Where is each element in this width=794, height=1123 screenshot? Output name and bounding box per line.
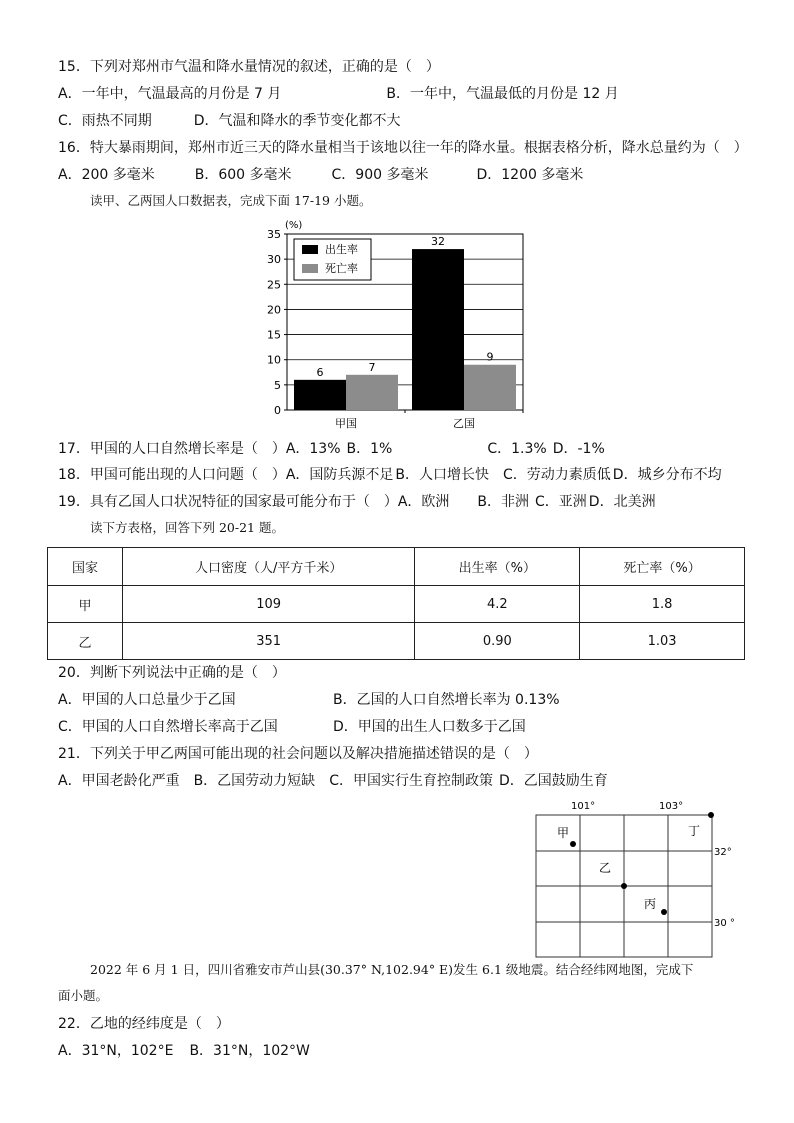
q21-option-c: C．甲国实行生育控制政策 (329, 773, 493, 789)
q19-option-d: D．北美洲 (588, 494, 656, 510)
legend-label-birth: 出生率 (325, 243, 358, 256)
point-yi-label: 乙 (599, 861, 612, 875)
point-bing-dot (661, 909, 667, 915)
q19-option-c: C．亚洲 (535, 494, 587, 510)
q17-option-c: C．1.3% (487, 441, 547, 457)
q20-stem: 20．判断下列说法中正确的是（ ） (58, 665, 286, 681)
chart-unit-label: (%) (285, 220, 303, 231)
population-bar-chart (255, 216, 535, 436)
bar-death-0 (346, 375, 398, 410)
table-cell: 1.03 (580, 623, 745, 660)
bar-data-label: 7 (368, 360, 376, 374)
lon-label-101: 101° (571, 801, 596, 812)
y-tick-label: 20 (267, 303, 281, 317)
table-header-cell: 国家 (48, 548, 123, 586)
intro-22-line1: 2022 年 6 月 1 日，四川省雅安市芦山县(30.37° N,102.94° E)发生 6.1 级地震。结合经纬网地图，完成下 (90, 962, 694, 977)
intro-20-21: 读下方表格，回答下列 20-21 题。 (90, 520, 284, 535)
q21-option-b: B．乙国劳动力短缺 (193, 773, 316, 789)
table-cell: 甲 (48, 586, 123, 623)
q15-option-a: A．一年中，气温最高的月份是 7 月 (58, 86, 282, 102)
table-header-row (48, 548, 745, 586)
x-category-label: 乙国 (453, 417, 475, 430)
intro-17-19: 读甲、乙两国人口数据表，完成下面 17-19 小题。 (90, 193, 372, 208)
q22-option-a: A．31°N，102°E (58, 1043, 174, 1059)
table-row (48, 586, 745, 623)
table-header-cell: 出生率（%） (415, 548, 580, 586)
y-tick-label: 30 (267, 253, 281, 267)
q16-option-b: B．600 多毫米 (194, 167, 292, 183)
q20-option-d: D．甲国的出生人口数多于乙国 (333, 719, 526, 735)
q22-options (58, 1042, 310, 1060)
q19-line (58, 493, 656, 511)
point-ding-dot (708, 812, 714, 818)
q21-options (58, 772, 608, 790)
bar-data-label: 6 (316, 365, 324, 379)
q15-option-c: C．雨热不同期 (58, 113, 152, 129)
q22-option-b: B．31°N，102°W (189, 1043, 310, 1059)
q17-option-b: B．1% (346, 441, 393, 457)
q15-option-d: D．气温和降水的季节变化都不大 (193, 113, 401, 129)
q19-option-b: B．非洲 (477, 494, 530, 510)
q15-options-row1 (58, 85, 619, 103)
bar-birth-0 (294, 380, 346, 410)
y-tick-label: 25 (267, 278, 281, 292)
bar-birth-1 (412, 249, 464, 410)
q15-stem: 15．下列对郑州市气温和降水量情况的叙述，正确的是（ ） (58, 59, 440, 75)
q16-option-c: C．900 多毫米 (331, 167, 429, 183)
q21-stem: 21．下列关于甲乙两国可能出现的社会问题以及解决措施描述错误的是（ ） (58, 746, 538, 762)
bar-data-label: 32 (431, 235, 445, 249)
q18-option-c: C．劳动力素质低 (503, 467, 611, 483)
q17-option-a: A．13% (285, 441, 341, 457)
lat-label-30: 30 ° (714, 918, 735, 929)
q16-options (58, 166, 583, 184)
q18-option-a: A．国防兵源不足 (285, 467, 394, 483)
q20-option-c: C．甲国的人口自然增长率高于乙国 (58, 719, 278, 735)
point-yi-dot (621, 883, 627, 889)
q17-line (58, 440, 605, 458)
q19-option-a: A．欧洲 (397, 494, 450, 510)
table-cell: 109 (122, 586, 415, 623)
q18-option-d: D．城乡分布不均 (612, 467, 722, 483)
lat-label-32: 32° (714, 847, 732, 858)
q16-option-a: A．200 多毫米 (58, 167, 155, 183)
table-cell: 乙 (48, 623, 123, 660)
q18-stem: 18．甲国可能出现的人口问题（ ） (58, 467, 286, 483)
lat-lon-grid-map (530, 795, 750, 965)
population-table (47, 547, 745, 660)
intro-22-line2: 面小题。 (58, 988, 109, 1003)
point-ding-label: 丁 (688, 824, 701, 838)
chart-legend (294, 239, 371, 280)
q16-option-d: D．1200 多毫米 (476, 167, 584, 183)
q17-stem: 17．甲国的人口自然增长率是（ ） (58, 441, 286, 457)
legend-swatch-death (302, 264, 318, 273)
legend-swatch-birth (302, 245, 318, 254)
q20-option-a: A．甲国的人口总量少于乙国 (58, 692, 236, 708)
x-category-label: 甲国 (335, 417, 357, 430)
bar-death-1 (464, 365, 516, 410)
y-tick-label: 35 (267, 228, 281, 241)
q21-option-d: D．乙国鼓励生育 (498, 773, 608, 789)
table-cell: 351 (122, 623, 415, 660)
lon-label-103: 103° (659, 801, 684, 812)
y-tick-label: 5 (274, 378, 281, 392)
table-cell: 1.8 (580, 586, 745, 623)
table-cell: 4.2 (415, 586, 580, 623)
q17-option-d: D．-1% (552, 441, 605, 457)
q16-stem: 16．特大暴雨期间，郑州市近三天的降水量相当于该地以往一年的降水量。根据表格分析，降水总量约为（ ） (58, 140, 748, 156)
table-header-cell: 死亡率（%） (580, 548, 745, 586)
q21-option-a: A．甲国老龄化严重 (58, 773, 180, 789)
q15-option-b: B．一年中，气温最低的月份是 12 月 (386, 86, 619, 102)
q18-option-b: B．人口增长快 (395, 467, 490, 483)
point-jia-label: 甲 (557, 826, 570, 840)
q19-stem: 19．具有乙国人口状况特征的国家最可能分布于（ ） (58, 494, 398, 510)
point-bing-label: 丙 (644, 897, 657, 911)
q15-options-row2 (58, 112, 401, 130)
y-tick-label: 15 (267, 328, 281, 342)
q20-option-b: B．乙国的人口自然增长率为 0.13% (333, 692, 560, 708)
legend-label-death: 死亡率 (325, 262, 358, 275)
bar-data-label: 9 (486, 350, 494, 364)
table-cell: 0.90 (415, 623, 580, 660)
point-jia-dot (570, 841, 576, 847)
y-tick-label: 10 (267, 353, 281, 367)
table-row (48, 623, 745, 660)
q22-stem: 22．乙地的经纬度是（ ） (58, 1016, 230, 1032)
y-tick-label: 0 (274, 404, 281, 417)
table-header-cell: 人口密度（人/平方千米） (122, 548, 415, 586)
q18-line (58, 466, 722, 484)
